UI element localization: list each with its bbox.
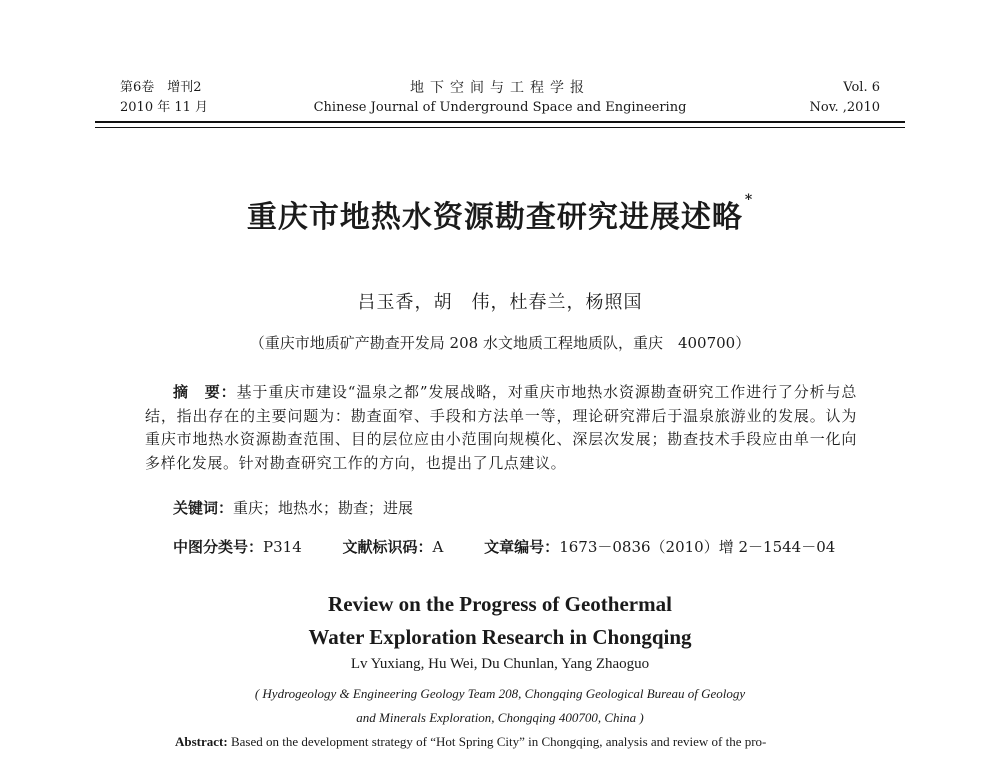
header-rule-thin [95,127,905,128]
keywords-text: 重庆；地热水；勘查；进展 [233,499,414,517]
affiliation: （重庆市地质矿产勘查开发局 208 水文地质工程地质队，重庆 400700） [249,334,751,352]
english-title-line1: Review on the Progress of Geothermal [328,592,672,616]
journal-issue-info [120,78,208,118]
keywords-label: 关键词： [173,499,234,517]
header-rule-thick [95,121,905,123]
journal-volume-info [810,78,880,118]
author-list: 吕玉香，胡 伟，杜春兰，杨照国 [357,292,643,313]
article-number [484,538,835,556]
keywords [173,497,413,518]
publication-date-en: Nov. ,2010 [809,100,880,115]
english-title [0,588,1000,654]
volume-en: Vol. 6 [843,80,880,95]
document-code [343,538,444,556]
english-author-list: Lv Yuxiang, Hu Wei, Du Chunlan, Yang Zhaoguo [350,656,650,672]
english-affiliation-line2: and Minerals Exploration, Chongqing 400700, China ) [356,710,644,725]
volume-issue: 第6卷 增刊2 [120,80,202,95]
english-abstract [175,734,875,750]
journal-name-cn: 地下空间与工程学报 [410,80,590,96]
doc-code-label: 文献标识码： [342,538,433,556]
clc-value: P314 [263,538,302,556]
article-no-value: 1673－0836（2010）增 2－1544－04 [559,538,836,556]
english-abstract-label: Abstract: [175,734,228,749]
doc-code-value: A [432,538,444,556]
classification-row [173,536,873,557]
journal-name-en: Chinese Journal of Underground Space and Engineering [313,100,687,115]
english-affiliation [0,682,1000,730]
article-no-label: 文章编号： [484,538,560,556]
abstract-text: 基于重庆市建设“温泉之都”发展战略，对重庆市地热水资源勘查研究工作进行了分析与总结，指出存在的主要问题为：勘查面窄、手段和方法单一等，理论研究滞后于温泉旅游业的发展。认为重庆市地热水资源勘查范围、目的层位应由小范围向规模化、深层次发展；勘查技术手段应由单一化向多样化发展。针对勘查研究工作的方向，也提出了几点建议。 [145,383,857,472]
publication-date-cn: 2010 年 11 月 [120,100,209,115]
abstract-label: 摘 要： [173,383,237,401]
journal-name [300,78,700,118]
paper-title-text: 重庆市地热水资源勘查研究进展述略 [246,200,743,235]
clc-number [173,538,302,556]
paper-title [0,192,1000,236]
title-footnote-mark: * [744,192,754,208]
english-abstract-text: Based on the development strategy of “Hot Spring City” in Chongqing, analysis and review of the pro- [227,734,767,749]
english-title-line2: Water Exploration Research in Chongqing [308,625,692,649]
clc-label: 中图分类号： [173,538,264,556]
abstract-cn [145,381,857,475]
english-affiliation-line1: ( Hydrogeology & Engineering Geology Team 208, Chongqing Geological Bureau of Geology [254,686,746,701]
